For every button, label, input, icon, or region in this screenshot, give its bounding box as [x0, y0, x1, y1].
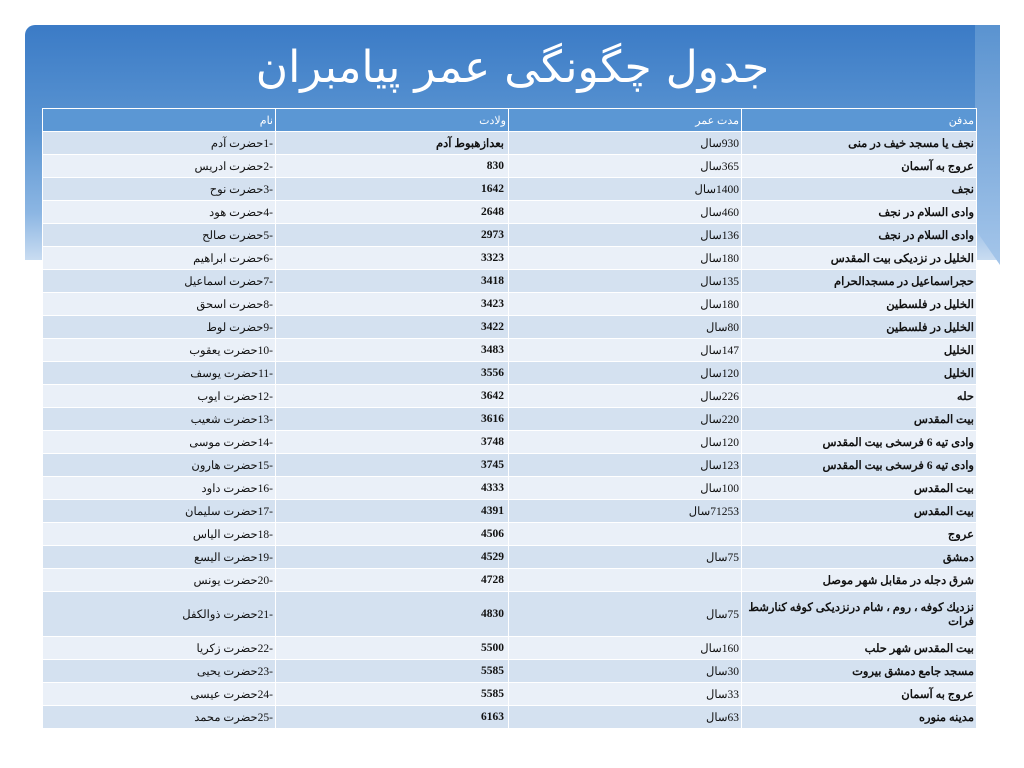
cell-burial: الخلیل در نزدیکی بیت المقدس [742, 247, 977, 270]
cell-burial: وادی تیه 6 فرسخی بیت المقدس [742, 431, 977, 454]
cell-birth: 2648 [276, 201, 509, 224]
cell-burial: دمشق [742, 546, 977, 569]
cell-birth: 4391 [276, 500, 509, 523]
cell-burial: الخلیل در فلسطین [742, 316, 977, 339]
table-row [43, 546, 977, 569]
header-age: مدت عمر [509, 109, 742, 132]
cell-burial: بیت المقدس [742, 477, 977, 500]
cell-birth: 4529 [276, 546, 509, 569]
table-row [43, 339, 977, 362]
cell-burial: شرق دجله در مقابل شهر موصل [742, 569, 977, 592]
cell-birth: بعدازهبوط آدم [276, 132, 509, 155]
header-birth: ولادت [276, 109, 509, 132]
table-row [43, 385, 977, 408]
table-row [43, 683, 977, 706]
cell-name: -12حضرت ایوب [43, 385, 276, 408]
table-body [43, 132, 977, 729]
table-row [43, 592, 977, 637]
cell-name: -19حضرت الیسع [43, 546, 276, 569]
cell-birth: 3323 [276, 247, 509, 270]
cell-burial: الخلیل [742, 339, 977, 362]
cell-name: -17حضرت سلیمان [43, 500, 276, 523]
cell-age [509, 523, 742, 546]
cell-burial: حله [742, 385, 977, 408]
cell-birth: 3556 [276, 362, 509, 385]
table-row [43, 155, 977, 178]
slide-title: جدول چگونگی عمر پیامبران [255, 42, 770, 93]
cell-birth: 4728 [276, 569, 509, 592]
cell-age: 33سال [509, 683, 742, 706]
table-row [43, 224, 977, 247]
table-row [43, 660, 977, 683]
cell-burial: الخلیل [742, 362, 977, 385]
cell-burial: وادی السلام در نجف [742, 224, 977, 247]
cell-birth: 3483 [276, 339, 509, 362]
cell-age: 120سال [509, 431, 742, 454]
cell-name: -10حضرت یعقوب [43, 339, 276, 362]
cell-name: -11حضرت یوسف [43, 362, 276, 385]
cell-birth: 2973 [276, 224, 509, 247]
cell-name: -13حضرت شعیب [43, 408, 276, 431]
cell-age: 180سال [509, 293, 742, 316]
table-row [43, 706, 977, 729]
cell-birth: 3745 [276, 454, 509, 477]
cell-name: -6حضرت ابراهیم [43, 247, 276, 270]
table-header-row [43, 109, 977, 132]
cell-birth: 4506 [276, 523, 509, 546]
cell-age: 147سال [509, 339, 742, 362]
cell-name: -8حضرت اسحق [43, 293, 276, 316]
prophets-table-container [42, 108, 976, 748]
cell-age: 220سال [509, 408, 742, 431]
cell-name: -25حضرت محمد [43, 706, 276, 729]
cell-burial: نجف [742, 178, 977, 201]
cell-age [509, 569, 742, 592]
cell-burial: الخلیل در فلسطین [742, 293, 977, 316]
cell-birth: 4333 [276, 477, 509, 500]
cell-age: 930سال [509, 132, 742, 155]
cell-age: 160سال [509, 637, 742, 660]
cell-age: 30سال [509, 660, 742, 683]
cell-age: 100سال [509, 477, 742, 500]
cell-name: -1حضرت آدم [43, 132, 276, 155]
cell-burial: عروج [742, 523, 977, 546]
cell-age: 135سال [509, 270, 742, 293]
table-row [43, 247, 977, 270]
cell-birth: 3423 [276, 293, 509, 316]
cell-burial: نجف یا مسجد خیف در منی [742, 132, 977, 155]
cell-burial: عروج به آسمان [742, 155, 977, 178]
cell-name: -3حضرت نوح [43, 178, 276, 201]
cell-birth: 830 [276, 155, 509, 178]
header-burial: مدفن [742, 109, 977, 132]
cell-age: 123سال [509, 454, 742, 477]
table-row [43, 408, 977, 431]
table-row [43, 431, 977, 454]
table-row [43, 523, 977, 546]
cell-name: -4حضرت هود [43, 201, 276, 224]
cell-burial: بیت المقدس [742, 408, 977, 431]
prophets-table [42, 108, 977, 729]
cell-birth: 1642 [276, 178, 509, 201]
cell-burial: بیت المقدس [742, 500, 977, 523]
table-row [43, 201, 977, 224]
cell-birth: 3422 [276, 316, 509, 339]
cell-age: 226سال [509, 385, 742, 408]
cell-age: 1400سال [509, 178, 742, 201]
cell-burial: مسجد جامع دمشق بیروت [742, 660, 977, 683]
table-row [43, 293, 977, 316]
cell-birth: 6163 [276, 706, 509, 729]
cell-name: -14حضرت موسی [43, 431, 276, 454]
cell-name: -20حضرت یونس [43, 569, 276, 592]
cell-age: 136سال [509, 224, 742, 247]
cell-name: -7حضرت اسماعیل [43, 270, 276, 293]
cell-age: 75سال [509, 592, 742, 637]
cell-burial: وادی السلام در نجف [742, 201, 977, 224]
cell-name: -16حضرت داود [43, 477, 276, 500]
table-row [43, 454, 977, 477]
cell-age: 63سال [509, 706, 742, 729]
cell-birth: 3642 [276, 385, 509, 408]
cell-name: -24حضرت عیسی [43, 683, 276, 706]
table-row [43, 362, 977, 385]
cell-burial: حجراسماعیل در مسجدالحرام [742, 270, 977, 293]
cell-birth: 3616 [276, 408, 509, 431]
cell-burial: مدینه منوره [742, 706, 977, 729]
cell-name: -2حضرت ادریس [43, 155, 276, 178]
cell-name: -5حضرت صالح [43, 224, 276, 247]
cell-name: -23حضرت یحیی [43, 660, 276, 683]
cell-burial: عروج به آسمان [742, 683, 977, 706]
cell-name: -21حضرت ذوالکفل [43, 592, 276, 637]
table-row [43, 637, 977, 660]
header-name: نام [43, 109, 276, 132]
table-row [43, 500, 977, 523]
cell-age: 180سال [509, 247, 742, 270]
cell-birth: 4830 [276, 592, 509, 637]
cell-burial: نزدیك كوفه ، روم ، شام درنزدیکی کوفه کنارشط فرات [742, 592, 977, 637]
cell-burial: وادی تیه 6 فرسخی بیت المقدس [742, 454, 977, 477]
cell-age: 80سال [509, 316, 742, 339]
table-row [43, 178, 977, 201]
cell-birth: 5585 [276, 660, 509, 683]
cell-name: -9حضرت لوط [43, 316, 276, 339]
cell-age: 365سال [509, 155, 742, 178]
cell-age: 120سال [509, 362, 742, 385]
cell-birth: 5585 [276, 683, 509, 706]
table-row [43, 270, 977, 293]
table-row [43, 477, 977, 500]
cell-burial: بیت المقدس شهر حلب [742, 637, 977, 660]
table-row [43, 569, 977, 592]
cell-age: 71253سال [509, 500, 742, 523]
cell-age: 460سال [509, 201, 742, 224]
cell-name: -22حضرت زکریا [43, 637, 276, 660]
table-row [43, 316, 977, 339]
cell-name: -15حضرت هارون [43, 454, 276, 477]
table-row [43, 132, 977, 155]
cell-birth: 5500 [276, 637, 509, 660]
cell-birth: 3418 [276, 270, 509, 293]
cell-birth: 3748 [276, 431, 509, 454]
cell-name: -18حضرت الیاس [43, 523, 276, 546]
cell-age: 75سال [509, 546, 742, 569]
